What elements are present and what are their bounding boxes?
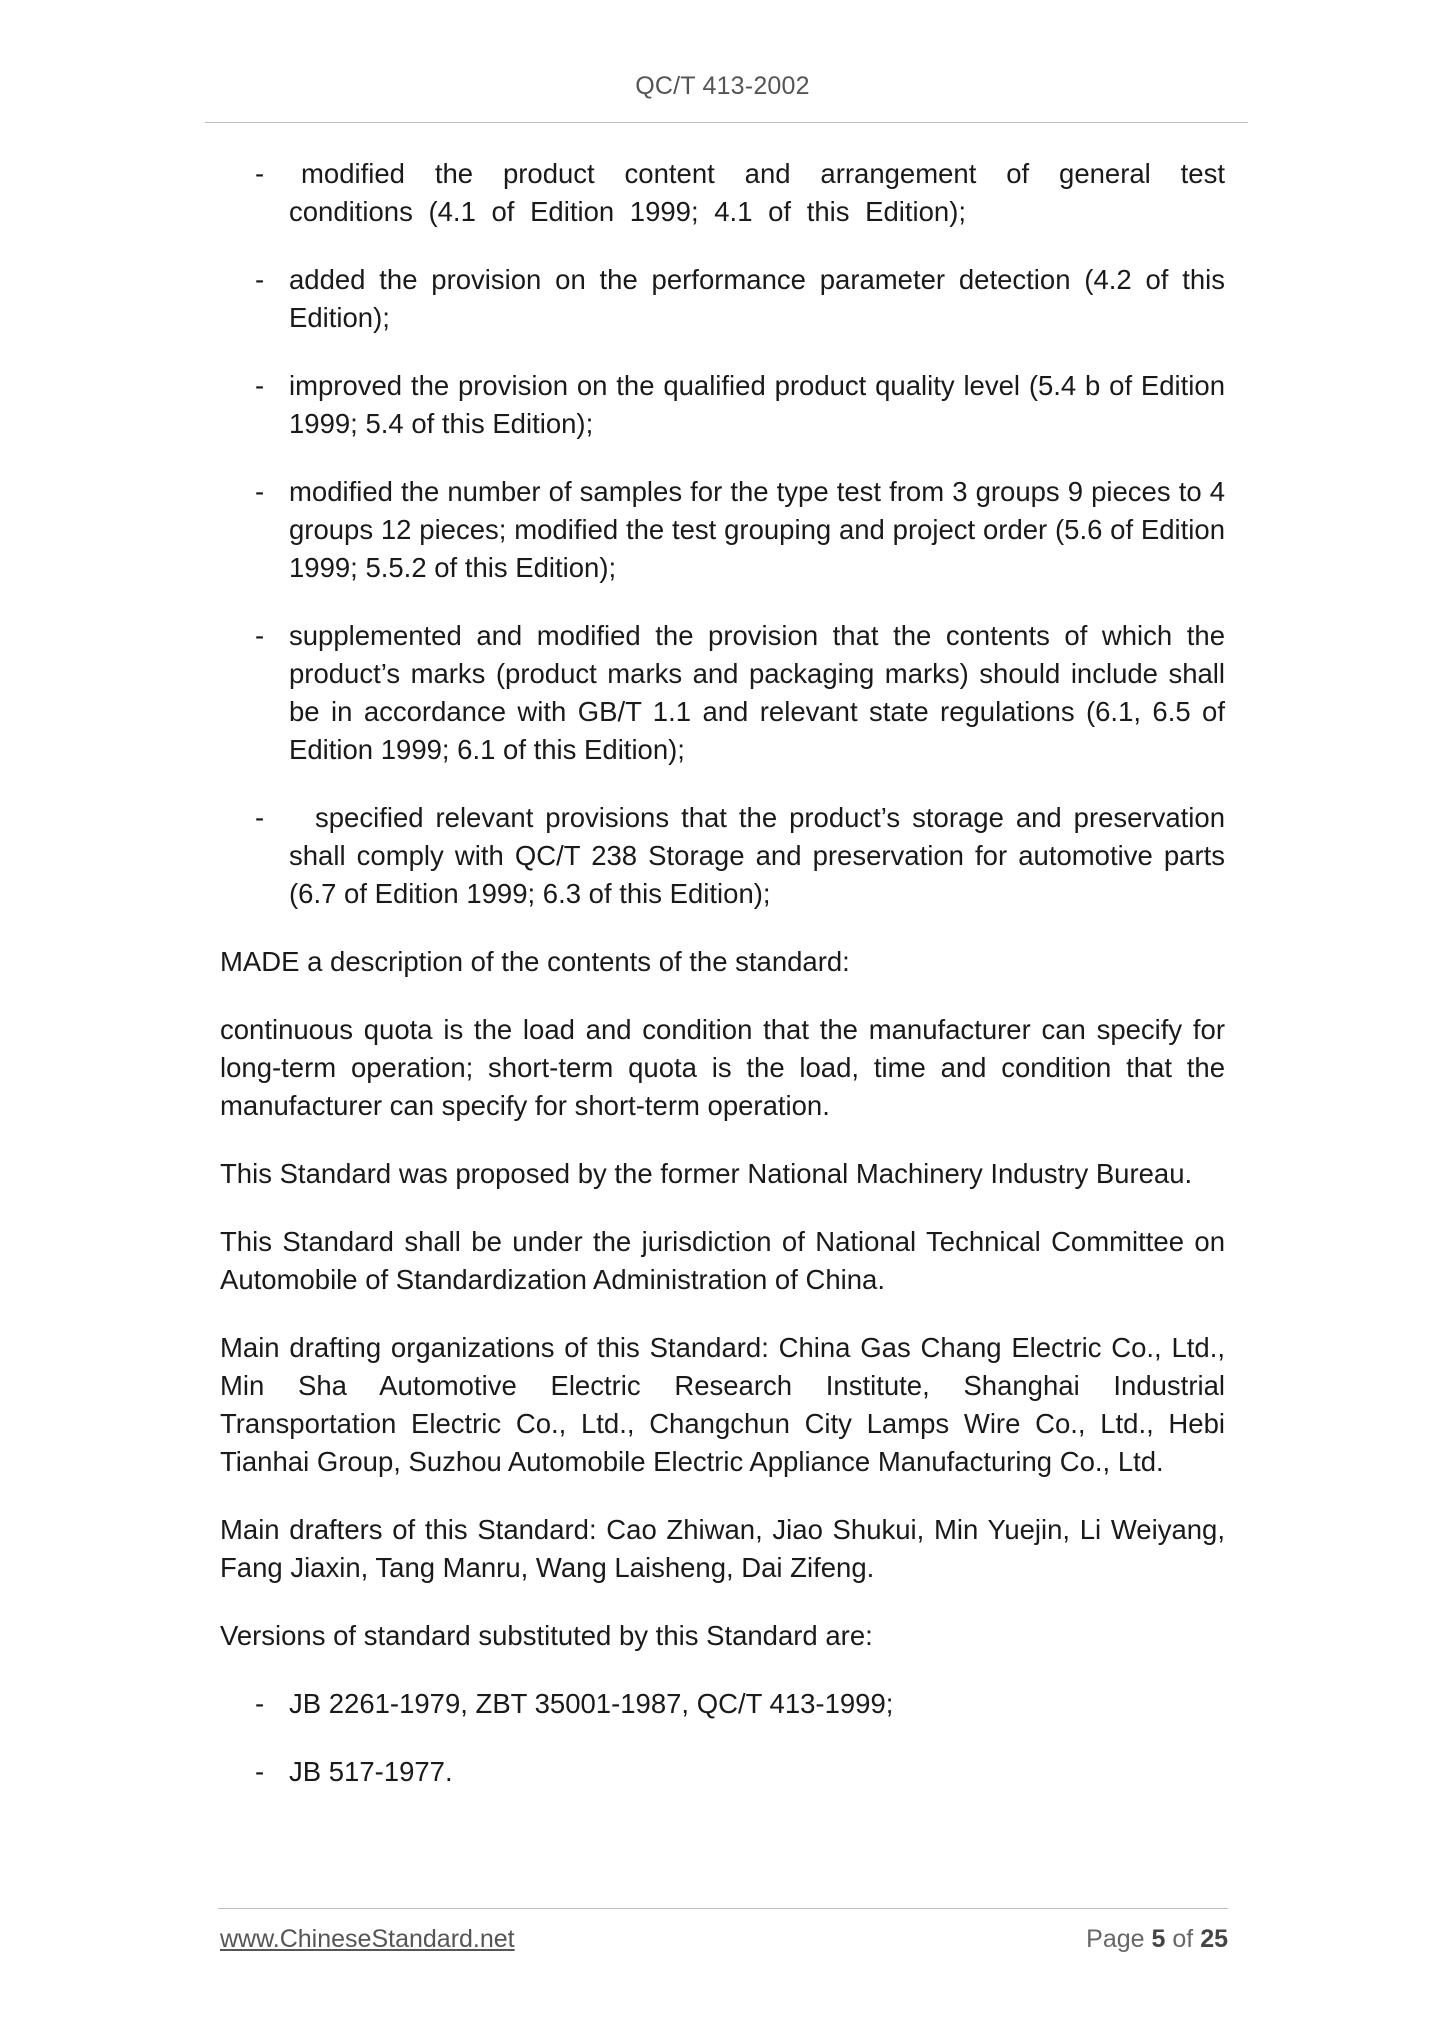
- page-word: Page: [1086, 1925, 1145, 1953]
- paragraph: Main drafters of this Standard: Cao Zhiwan, Jiao Shukui, Min Yuejin, Li Weiyang, Fang Jiaxin, Tang Manru, Wang Laisheng, Dai Zifeng.: [220, 1514, 1225, 1583]
- page-number: [1086, 1925, 1228, 1954]
- list-item-text: JB 517-1977.: [289, 1756, 453, 1787]
- list-item: [220, 617, 1225, 769]
- paragraph: Versions of standard substituted by this Standard are:: [220, 1620, 873, 1651]
- bullet-dash: -: [255, 264, 265, 295]
- list-item-text: modified the number of samples for the type test from 3 groups 9 pieces to 4 groups 12 pieces; modified the test grouping and project order (5.6 of Edition 1999; 5.5.2 of this Edition);: [289, 476, 1225, 583]
- footer-divider: [218, 1908, 1228, 1909]
- list-item-text: supplemented and modified the provision that the contents of which the product’s marks (product marks and packaging marks) should include shall be in accordance with GB/T 1.1 and relevant state regulations (6.1, 6.5 of Edition 1999; 6.1 of this Edition);: [289, 620, 1225, 765]
- list-item-text: modified the product content and arrangement of general test conditions (4.1 of Edition 1999; 4.1 of this Edition);: [289, 158, 1225, 227]
- list-item: [220, 1685, 1225, 1723]
- bullet-dash: -: [255, 620, 265, 651]
- website-link[interactable]: www.ChineseStandard.net: [220, 1925, 515, 1953]
- page-of: of: [1172, 1925, 1194, 1953]
- page-current: 5: [1151, 1925, 1166, 1953]
- bullet-dash: -: [255, 1756, 265, 1787]
- list-item: [220, 261, 1225, 337]
- header-divider: [205, 122, 1248, 123]
- bullet-dash: -: [255, 158, 265, 189]
- list-item: [220, 473, 1225, 587]
- list-item-text: specified relevant provisions that the product’s storage and preservation shall comply with QC/T 238 Storage and preservation for automotive parts (6.7 of Edition 1999; 6.3 of this Edition);: [289, 802, 1225, 909]
- list-item-text: added the provision on the performance parameter detection (4.2 of this Edition);: [289, 264, 1225, 333]
- paragraph: This Standard shall be under the jurisdiction of National Technical Committee on Automobile of Standardization Administration of China.: [220, 1226, 1225, 1295]
- page-header: QC/T 413-2002: [635, 72, 810, 100]
- list-item-text: improved the provision on the qualified product quality level (5.4 b of Edition 1999; 5.4 of this Edition);: [289, 370, 1225, 439]
- list-item: [220, 155, 1225, 231]
- bullet-dash: -: [255, 370, 265, 401]
- list-item: [220, 1753, 1225, 1791]
- page-total: 25: [1200, 1925, 1228, 1953]
- bullet-dash: -: [255, 1688, 265, 1719]
- bullet-dash: -: [255, 476, 265, 507]
- paragraph: continuous quota is the load and condition that the manufacturer can specify for long-term operation; short-term quota is the load, time and condition that the manufacturer can specify for short-term operation.: [220, 1014, 1225, 1121]
- paragraph: Main drafting organizations of this Standard: China Gas Chang Electric Co., Ltd., Min Sha Automotive Electric Research Institute, Shanghai Industrial Transportation Electric Co., Ltd., Changchun City Lamps Wire Co., Ltd., Hebi Tianhai Group, Suzhou Automobile Electric Appliance Manufacturing Co., Ltd.: [220, 1332, 1225, 1477]
- paragraph: MADE a description of the contents of the standard:: [220, 946, 850, 977]
- paragraph: This Standard was proposed by the former National Machinery Industry Bureau.: [220, 1158, 1193, 1189]
- page-content: [220, 155, 1225, 1821]
- list-item: [220, 799, 1225, 913]
- list-item-text: JB 2261-1979, ZBT 35001-1987, QC/T 413-1999;: [289, 1688, 894, 1719]
- bullet-dash: -: [255, 802, 265, 833]
- list-item: [220, 367, 1225, 443]
